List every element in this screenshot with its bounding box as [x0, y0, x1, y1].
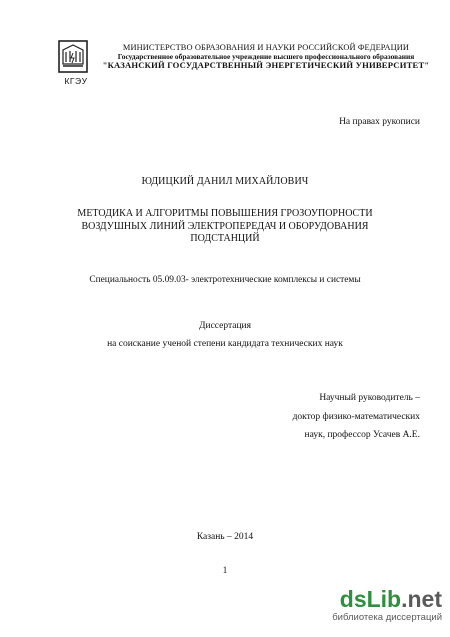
title-line: ПОДСТАНЦИЙ	[190, 233, 260, 244]
watermark-brand-b: .net	[401, 586, 442, 612]
document-header	[98, 43, 434, 71]
institution-type: Государственное образовательное учреждение высшего профессионального образования	[117, 51, 415, 61]
ministry-name: МИНИСТЕРСТВО ОБРАЗОВАНИЯ И НАУКИ РОССИЙСКОЙ ФЕДЕРАЦИИ	[122, 43, 410, 52]
logo-caption: КГЭУ	[64, 76, 88, 86]
page-number: 1	[222, 565, 228, 575]
supervisor-block	[293, 389, 420, 445]
watermark-brand-a: dsLib	[339, 586, 402, 612]
university-name: "КАЗАНСКИЙ ГОСУДАРСТВЕННЫЙ ЭНЕРГЕТИЧЕСКИЙ УНИВЕРСИТЕТ"	[102, 60, 430, 71]
city-year: Казань – 2014	[196, 532, 254, 542]
watermark-logo[interactable]	[330, 586, 442, 632]
specialty-line: Специальность 05.09.03- электротехнические комплексы и системы	[89, 275, 361, 285]
degree-purpose: на соискание ученой степени кандидата технических наук	[107, 338, 343, 349]
title-line: ВОЗДУШНЫХ ЛИНИЙ ЭЛЕКТРОПЕРЕДАЧ И ОБОРУДОВАНИЯ	[81, 220, 369, 232]
title-line: МЕТОДИКА И АЛГОРИТМЫ ПОВЫШЕНИЯ ГРОЗОУПОРНОСТИ	[77, 208, 373, 219]
rights-note: На правах рукописи	[339, 117, 420, 127]
dissertation-label: Диссертация	[199, 321, 251, 331]
watermark-subtitle: библиотека диссертаций	[332, 612, 442, 623]
dissertation-block	[0, 318, 450, 353]
watermark-brand	[330, 586, 442, 612]
author-name: ЮДИЦКИЙ ДАНИЛ МИХАЙЛОВИЧ	[141, 176, 309, 187]
supervisor-line: доктор физико-математических	[292, 411, 420, 422]
supervisor-line: Научный руководитель –	[319, 393, 420, 403]
supervisor-line: наук, профессор Усачев А.Е.	[304, 430, 420, 441]
dissertation-title	[60, 208, 390, 246]
university-logo-icon	[58, 40, 88, 73]
